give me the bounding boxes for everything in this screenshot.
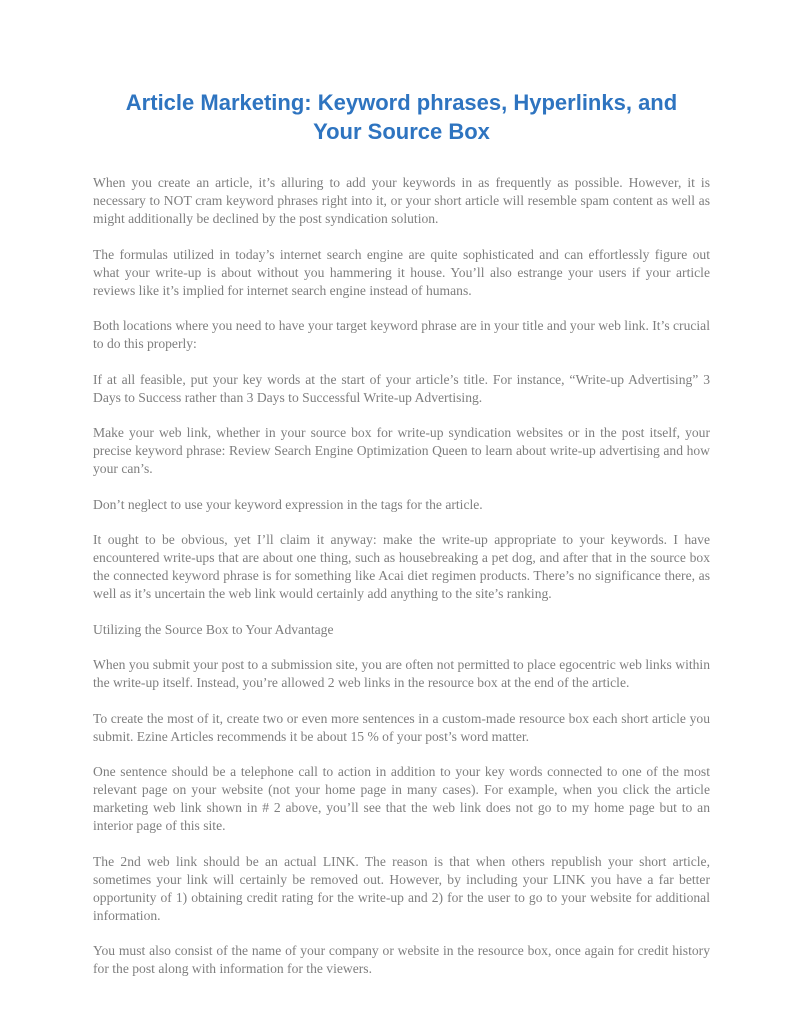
article-title: Article Marketing: Keyword phrases, Hyperlinks, and Your Source Box (125, 90, 678, 145)
paragraph-submission-site: When you submit your post to a submission site, you are often not permitted to place egocentric web links within the write-up itself. Instead, you’re allowed 2 web links in the resource box at the end of the article. (93, 657, 710, 691)
paragraph-search-formulas: The formulas utilized in today’s internet search engine are quite sophisticated and can effortlessly figure out what your write-up is about without you hammering it house. You’ll also estrange your users if your article reviews like it’s implied for internet search engine instead of humans. (93, 246, 710, 298)
paragraph-title-keywords: If at all feasible, put your key words at the start of your article’s title. For instance, “Write-up Advertising” 3 Days to Success rather than 3 Days to Successful Write-up Advertising. (93, 371, 710, 405)
article-body (93, 174, 710, 978)
paragraph-web-link: Make your web link, whether in your source box for write-up syndication websites or in the post itself, your precise keyword phrase: Review Search Engine Optimization Queen to learn about write-up advertising and how your can’s. (93, 425, 710, 477)
paragraph-custom-box: To create the most of it, create two or even more sentences in a custom-made resource box each short article you submit. Ezine Articles recommends it be about 15 % of your post’s word matter. (93, 710, 710, 744)
paragraph-call-to-action: One sentence should be a telephone call to action in addition to your key words connected to one of the most relevant page on your website (not your home page in many cases). For example, when you click the article marketing web link shown in # 2 above, you’ll see that the web link does not go to my home page but to an interior page of this site. (93, 764, 710, 834)
paragraph-second-link: The 2nd web link should be an actual LINK. The reason is that when others republish your short article, sometimes your link will certainly be removed out. However, by including your LINK you have a far better opportunity of 1) obtaining credit rating for the write-up and 2) for the user to go to your website for additional information. (93, 853, 710, 923)
paragraph-tags: Don’t neglect to use your keyword expression in the tags for the article. (93, 496, 483, 512)
paragraph-two-locations: Both locations where you need to have your target keyword phrase are in your title and your web link. It’s crucial to do this properly: (93, 318, 710, 352)
section-heading-source-box: Utilizing the Source Box to Your Advantage (93, 621, 334, 637)
paragraph-relevance: It ought to be obvious, yet I’ll claim it anyway: make the write-up appropriate to your keywords. I have encountered write-ups that are about one thing, such as housebreaking a pet dog, and after that in the source box the connected keyword phrase is for something like Acai diet regimen products. There’s no significance there, as well as it’s uncertain the web link would certainly add anything to the site’s ranking. (93, 532, 710, 602)
paragraph-intro: When you create an article, it’s alluring to add your keywords in as frequently as possible. However, it is necessary to NOT cram keyword phrases right into it, or your short article will resemble spam content as well as might additionally be declined by the post syndication solution. (93, 175, 710, 227)
paragraph-company-name: You must also consist of the name of your company or website in the resource box, once again for credit history for the post along with information for the viewers. (93, 943, 710, 977)
